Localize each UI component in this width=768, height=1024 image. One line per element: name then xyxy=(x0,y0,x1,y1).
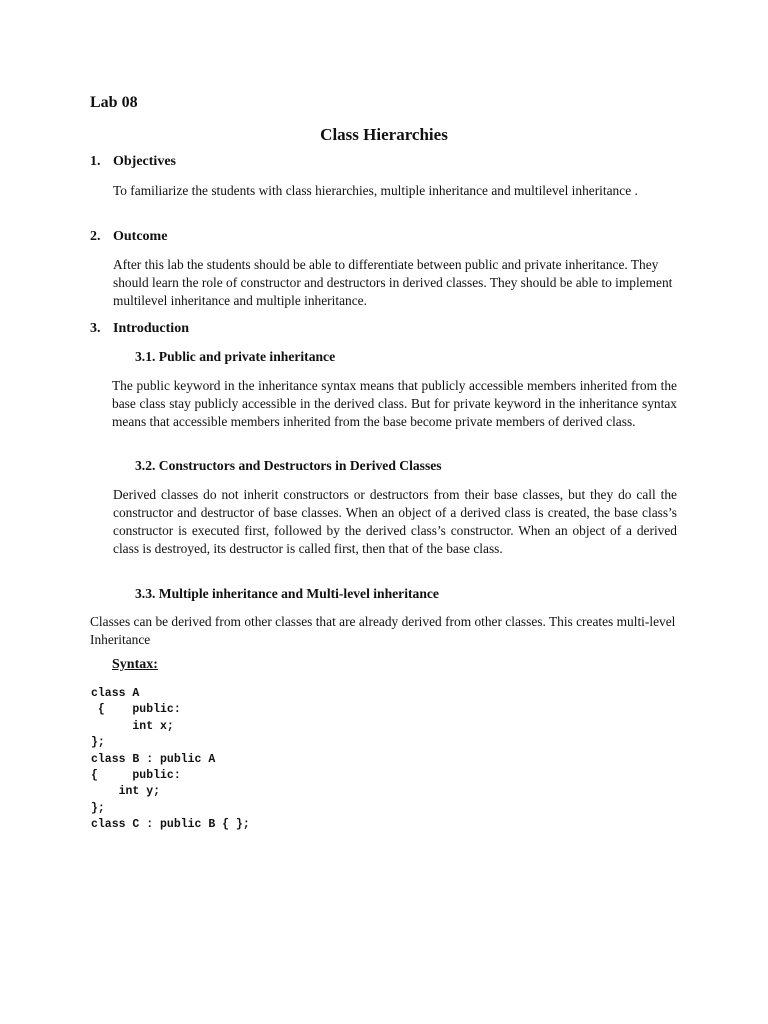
code-block xyxy=(91,686,250,834)
section-heading-introduction: Introduction xyxy=(113,321,189,336)
subsection-heading-multiple: 3.3. Multiple inheritance and Multi-level inheritance xyxy=(135,586,439,601)
code-line: }; xyxy=(91,801,105,815)
constructors-text: Derived classes do not inherit constructors or destructors from their base classes, but they do call the constructor and destructor of base classes. When an object of a derived class is created, the base class’s constructor is executed first, followed by the derived class’s constructor. When an object of a derived class is destroyed, its destructor is called first, then that of the base class. xyxy=(113,487,677,556)
public-private-text: The public keyword in the inheritance syntax means that publicly accessible members inherited from the base class stay publicly accessible in the derived class. But for private keyword in the inheritance syntax means that accessible members inherited from the base become private members of derived class. xyxy=(112,378,677,429)
code-line: int x; xyxy=(91,719,174,733)
multiple-inheritance-text: Classes can be derived from other classes that are already derived from other classes. This creates multi-level Inheritance xyxy=(90,614,676,647)
objectives-text: To familiarize the students with class hierarchies, multiple inheritance and multilevel inheritance . xyxy=(113,183,638,198)
section-number: 3. xyxy=(90,321,101,336)
section-heading-outcome: Outcome xyxy=(113,229,168,244)
code-line: int y; xyxy=(91,785,161,799)
subsection-heading-public-private: 3.1. Public and private inheritance xyxy=(135,349,336,364)
code-line: { public: xyxy=(91,769,181,783)
code-line: class B : public A xyxy=(91,752,216,766)
subsection-heading-constructors: 3.2. Constructors and Destructors in Derived Classes xyxy=(135,458,442,473)
section-number: 1. xyxy=(90,154,101,169)
section-number: 2. xyxy=(90,229,101,244)
section-heading-objectives: Objectives xyxy=(113,154,176,169)
lab-title: Lab 08 xyxy=(90,94,138,111)
document-title: Class Hierarchies xyxy=(320,125,448,144)
code-line: }; xyxy=(91,736,105,750)
code-line: class A xyxy=(91,687,140,700)
code-line: class C : public B { }; xyxy=(91,818,250,832)
code-line: { public: xyxy=(91,703,181,717)
outcome-text: After this lab the students should be able to differentiate between public and private inheritance. They should learn the role of constructor and destructors in derived classes. They should be able to implement multilevel inheritance and multiple inheritance. xyxy=(113,257,673,308)
syntax-label: Syntax: xyxy=(112,657,158,672)
